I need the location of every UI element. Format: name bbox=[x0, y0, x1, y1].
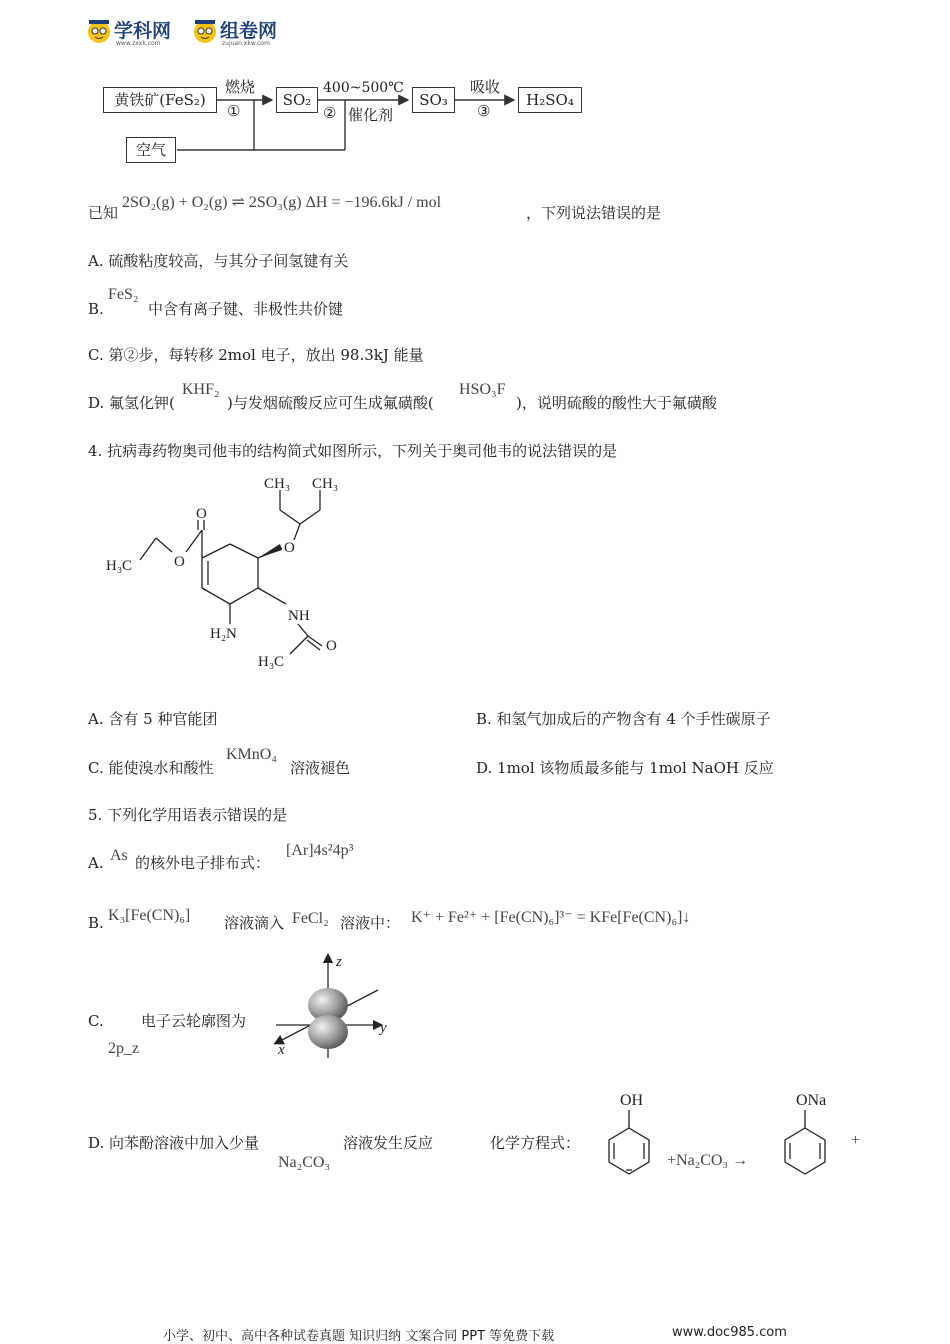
axis-y-label: y bbox=[380, 1020, 387, 1036]
q3-option-d-post: )，说明硫酸的酸性大于氟磺酸 bbox=[516, 394, 717, 412]
q4-option-d: D. 1mol 该物质最多能与 1mol NaOH 反应 bbox=[476, 759, 774, 777]
q4-option-c-post: 溶液褪色 bbox=[290, 759, 351, 777]
q3-option-d-mid: )与发烟硫酸反应可生成氟磺酸( bbox=[227, 394, 434, 412]
logo1-mascot-icon bbox=[86, 18, 112, 44]
q5-option-d-text1: D. 向苯酚溶液中加入少量 bbox=[88, 1134, 260, 1152]
pz-orbital-diagram bbox=[268, 950, 408, 1060]
label-step2: ② bbox=[323, 104, 337, 122]
q4-option-a: A. 含有 5 种官能团 bbox=[88, 710, 218, 728]
mol-ch3-left: CH₃ bbox=[264, 476, 291, 492]
q3-tail: ，下列说法错误的是 bbox=[526, 204, 662, 222]
q5-option-b-prefix: B. bbox=[88, 914, 104, 932]
mol-ch3-right: CH₃ bbox=[312, 476, 339, 492]
phenol-structure bbox=[596, 1088, 666, 1178]
flow-lines bbox=[0, 70, 620, 170]
box-so3: SO₃ bbox=[412, 87, 455, 113]
footer-url[interactable]: www.doc985.com bbox=[672, 1325, 787, 1340]
oseltamivir-structure bbox=[100, 468, 360, 678]
q5-option-a-text: 的核外电子排布式： bbox=[135, 854, 271, 872]
q5-option-c-text: 电子云轮廓图为 bbox=[141, 1012, 247, 1030]
q3-option-b-prefix: B. bbox=[88, 300, 104, 318]
q5-option-b-text2: 溶液中： bbox=[340, 914, 401, 932]
mol-h2n: H₂N bbox=[210, 626, 237, 642]
logo1-text: 学科网 bbox=[114, 20, 172, 42]
label-step3: ③ bbox=[477, 102, 491, 120]
label-temperature: 400~500℃ bbox=[323, 80, 404, 96]
sodium-phenoxide-structure bbox=[774, 1088, 854, 1178]
phenol-oh-label: OH bbox=[620, 1092, 644, 1109]
mol-o-ether: O bbox=[284, 540, 295, 556]
q3-option-d-formula1: KHF₂ bbox=[182, 381, 220, 398]
header-logos bbox=[86, 14, 296, 48]
mol-h3c-ethyl: H₃C bbox=[106, 558, 133, 574]
mol-o-carbonyl: O bbox=[196, 506, 207, 522]
q5-option-d-text3: 化学方程式： bbox=[490, 1134, 581, 1152]
q5-option-b-fecl2: FeCl₂ bbox=[292, 910, 329, 927]
axis-z-label: z bbox=[336, 954, 342, 970]
label-burn: 燃烧 bbox=[225, 78, 256, 96]
q5-option-b-text1: 溶液滴入 bbox=[224, 914, 285, 932]
q3-intro: 已知 bbox=[88, 204, 119, 222]
label-catalyst: 催化剂 bbox=[348, 106, 394, 124]
q4-option-c-formula: KMnO₄ bbox=[226, 746, 277, 763]
q5-stem: 5. 下列化学用语表示错误的是 bbox=[88, 806, 288, 824]
logo2-mascot-icon bbox=[192, 18, 218, 44]
label-absorb: 吸收 bbox=[470, 78, 501, 96]
q3-equation: 2SO₂(g) + O₂(g) ⇌ 2SO₃(g) ΔH = −196.6kJ / mol bbox=[122, 194, 442, 211]
q3-option-d-formula2: HSO₃F bbox=[459, 381, 506, 398]
q5-option-c-orbital: 2p_z bbox=[108, 1040, 140, 1057]
logo1-url: www.zxxk.com bbox=[116, 40, 161, 47]
q3-option-c: C. 第②步，每转移 2mol 电子，放出 98.3kJ 能量 bbox=[88, 346, 424, 364]
box-pyrite: 黄铁矿(FeS₂) bbox=[103, 87, 217, 113]
box-air: 空气 bbox=[126, 137, 176, 163]
axis-x-label: x bbox=[278, 1042, 285, 1058]
q5-option-a-prefix: A. bbox=[88, 854, 104, 872]
logo2-url: zujuan.xkw.com bbox=[222, 40, 270, 47]
mol-o-amide: O bbox=[326, 638, 337, 654]
q5-option-d-na2co3: Na₂CO₃ bbox=[278, 1154, 331, 1171]
q5-option-d-plus-na2co3: +Na₂CO₃ → bbox=[667, 1152, 749, 1169]
q5-option-a-config: [Ar]4s²4p³ bbox=[286, 842, 354, 859]
footer-text: 小学、初中、高中各种试卷真题 知识归纳 文案合同 PPT 等免费下载 bbox=[163, 1329, 555, 1344]
q5-option-d-plus: + bbox=[851, 1132, 861, 1149]
logo2-text: 组卷网 bbox=[220, 20, 278, 42]
q3-option-a: A. 硫酸粘度较高，与其分子间氢键有关 bbox=[88, 252, 349, 270]
mol-nh: NH bbox=[288, 608, 310, 624]
q5-option-b-reagent: K₃[Fe(CN)₆] bbox=[108, 907, 191, 924]
phenoxide-ona-label: ONa bbox=[796, 1092, 827, 1109]
q5-option-c-prefix: C. bbox=[88, 1012, 104, 1030]
q5-option-a-symbol: As bbox=[110, 847, 128, 864]
box-so2: SO₂ bbox=[276, 87, 318, 113]
q5-option-d-text2: 溶液发生反应 bbox=[343, 1134, 434, 1152]
q5-option-b-equation: K⁺ + Fe²⁺ + [Fe(CN)₆]³⁻ = KFe[Fe(CN)₆]↓ bbox=[411, 909, 691, 926]
box-h2so4: H₂SO₄ bbox=[518, 87, 582, 113]
mol-o-ester: O bbox=[174, 554, 185, 570]
q4-option-b: B. 和氢气加成后的产物含有 4 个手性碳原子 bbox=[476, 710, 771, 728]
q3-option-b-text: 中含有离子键、非极性共价键 bbox=[148, 300, 344, 318]
q3-option-b-formula: FeS₂ bbox=[108, 286, 139, 303]
q3-option-d-pre: D. 氟氢化钾( bbox=[88, 394, 175, 412]
mol-h3c-acetyl: H₃C bbox=[258, 654, 285, 670]
label-step1: ① bbox=[227, 102, 241, 120]
q4-stem: 4. 抗病毒药物奥司他韦的结构简式如图所示，下列关于奥司他韦的说法错误的是 bbox=[88, 442, 618, 460]
flow-diagram bbox=[0, 70, 620, 170]
q4-option-c-pre: C. 能使溴水和酸性 bbox=[88, 759, 214, 777]
